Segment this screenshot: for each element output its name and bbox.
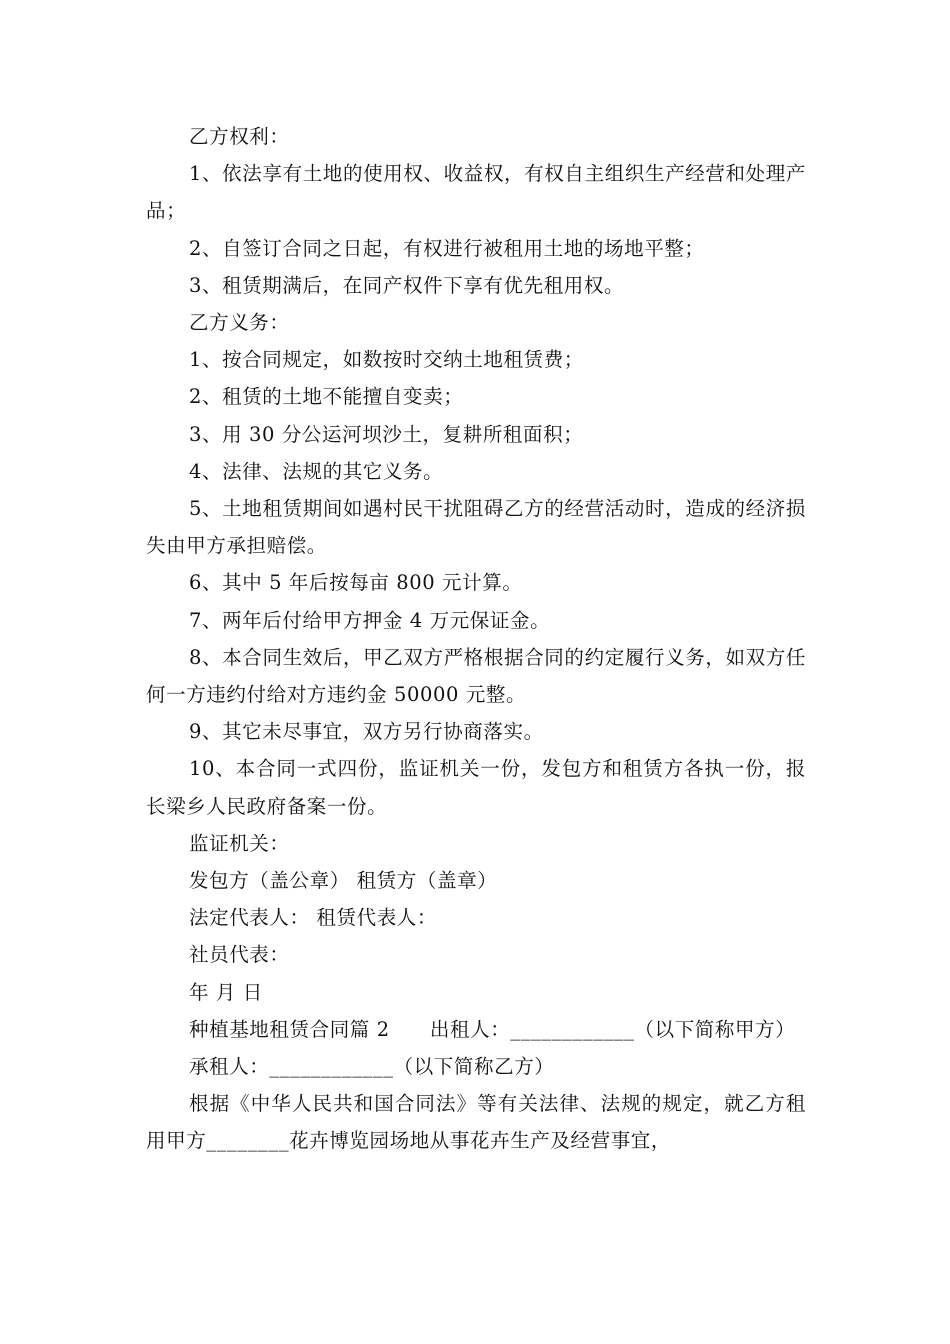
document-body — [146, 118, 806, 1160]
clause-paragraph: 7、两年后付给甲方押金 4 万元保证金。 — [189, 608, 551, 632]
signature-line-representatives: 法定代表人： 租赁代表人： — [189, 906, 437, 930]
clause-paragraph: 1、按合同规定，如数按时交纳土地租赁费； — [189, 348, 584, 372]
clause-paragraph: 3、用 30 分公运河坝沙土，复耕所租面积； — [189, 422, 584, 446]
signature-line-supervisor: 监证机关： — [189, 831, 290, 855]
clause-paragraph: 8、本合同生效后，甲乙双方严格根据合同的约定履行义务，如双方任何一方违约付给对方违约金 50000 元整。 — [146, 645, 806, 707]
section-heading-party-b-rights: 乙方权利： — [189, 125, 290, 148]
clause-paragraph: 9、其它未尽事宜，双方另行协商落实。 — [189, 720, 544, 744]
clause-paragraph: 5、土地租赁期间如遇村民干扰阻碍乙方的经营活动时，造成的经济损失由甲方承担赔偿。 — [146, 497, 806, 558]
clause-paragraph: 10、本合同一式四份，监证机关一份，发包方和租赁方各执一份，报长梁乡人民政府备案一份。 — [146, 757, 806, 818]
signature-line-member-rep: 社员代表： — [189, 943, 290, 967]
lessee-line: 承租人：____________（以下简称乙方） — [189, 1055, 555, 1079]
section-heading-party-b-obligations: 乙方义务： — [189, 311, 290, 335]
clause-paragraph: 2、自签订合同之日起，有权进行被租用土地的场地平整； — [189, 236, 705, 260]
clause-paragraph: 6、其中 5 年后按每亩 800 元计算。 — [189, 571, 523, 595]
contract-2-preamble: 根据《中华人民共和国合同法》等有关法律、法规的规定，就乙方租用甲方________花卉博览园场地从事花卉生产及经营事宜， — [146, 1092, 806, 1153]
clause-paragraph: 4、法律、法规的其它义务。 — [189, 459, 444, 483]
signature-line-parties: 发包方（盖公章） 租赁方（盖章） — [189, 869, 498, 893]
date-line: 年 月 日 — [189, 980, 263, 1004]
clause-paragraph: 3、租赁期满后，在同产权件下享有优先租用权。 — [189, 273, 625, 297]
contract-2-heading: 种植基地租赁合同篇 2 出租人：____________（以下简称甲方） — [189, 1017, 796, 1041]
clause-paragraph: 1、依法享有土地的使用权、收益权，有权自主组织生产经营和处理产品； — [146, 162, 806, 223]
clause-paragraph: 2、租赁的土地不能擅自变卖； — [189, 385, 464, 409]
